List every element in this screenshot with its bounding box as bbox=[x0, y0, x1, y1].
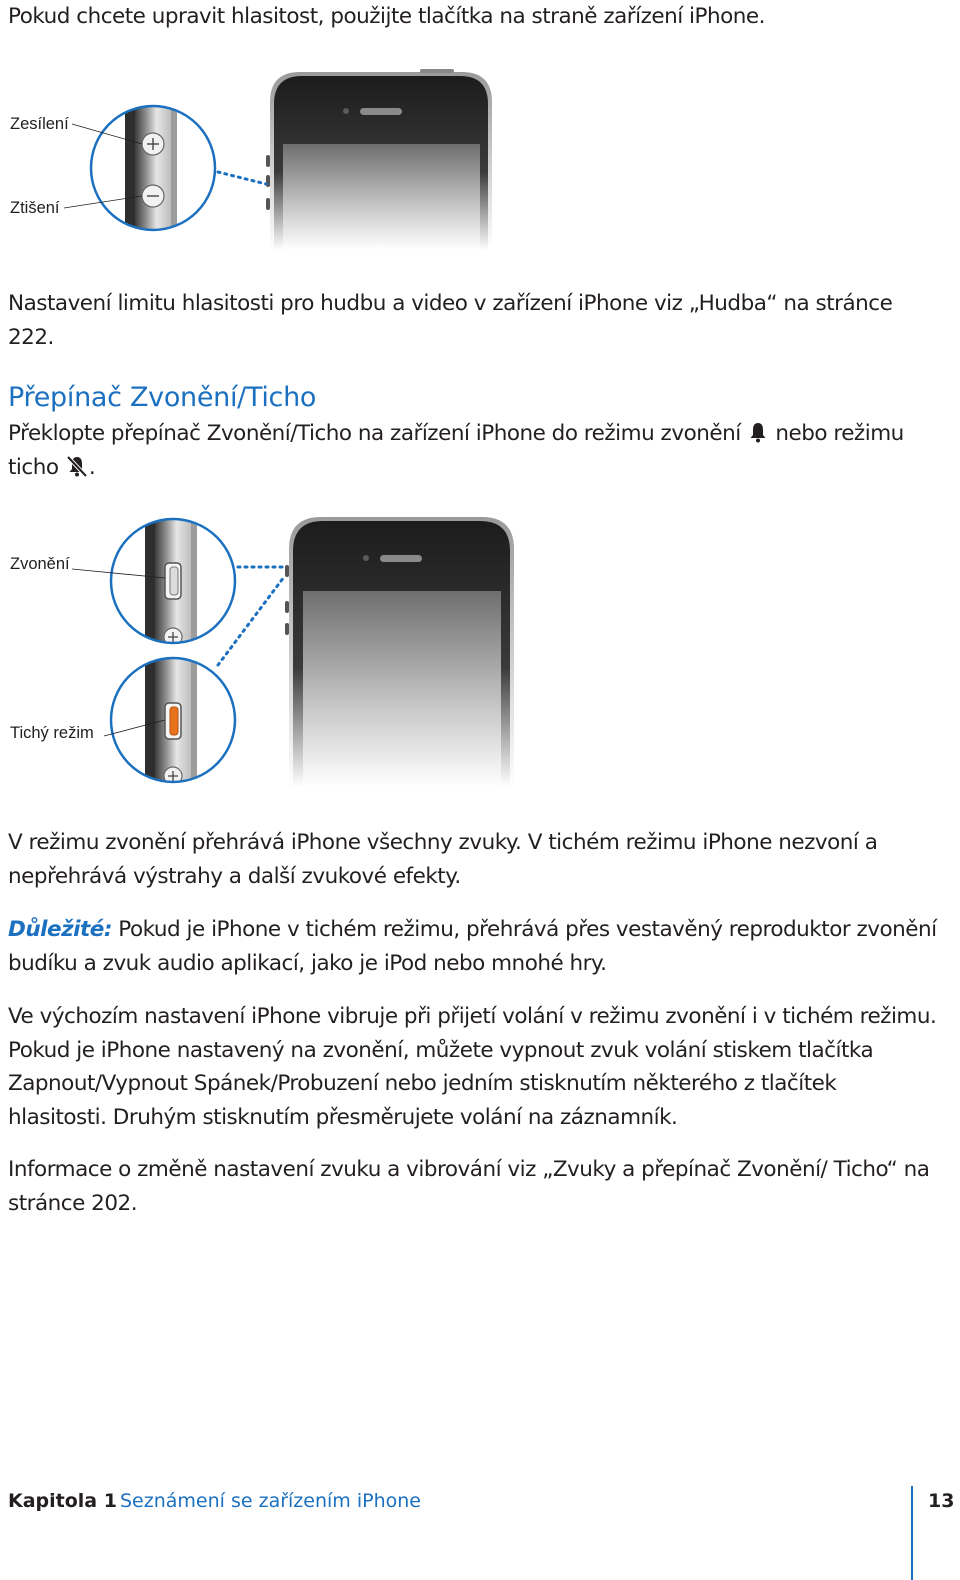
bell-muted-icon bbox=[65, 455, 89, 477]
bell-icon bbox=[747, 421, 769, 443]
volume-buttons-figure bbox=[0, 60, 520, 315]
volume-down-label: Ztišení bbox=[10, 199, 60, 217]
iphone-illustration-2 bbox=[285, 517, 514, 787]
volume-up-label: Zesílení bbox=[10, 115, 69, 133]
section-text-part: Překlopte přepínač Zvonění/Ticho na zařízení iPhone do režimu zvonění bbox=[8, 421, 748, 446]
ring-mode-text: V režimu zvonění přehrává iPhone všechny zvuky. V tichém režimu iPhone nezvoní a nepřehrává výstrahy a další zvukové efekty. bbox=[8, 830, 878, 889]
iphone-illustration-1 bbox=[266, 69, 492, 250]
ring-silent-figure bbox=[0, 505, 540, 795]
silent-mode-label: Tichý režim bbox=[10, 724, 94, 742]
minus-icon bbox=[142, 185, 164, 207]
important-text: Pokud je iPhone v tichém režimu, přehrává přes vestavěný reproduktor zvonění budíku a zvuk audio aplikací, jako je iPod nebo mnohé hry. bbox=[8, 917, 937, 976]
section-text bbox=[8, 417, 938, 484]
footer-chapter-title: Seznámení se zařízením iPhone bbox=[120, 1490, 421, 1512]
section-heading: Přepínač Zvonění/Ticho bbox=[8, 382, 317, 413]
volume-buttons-magnifier bbox=[91, 100, 215, 240]
section-text-part: . bbox=[88, 454, 96, 480]
ring-switch-magnifier bbox=[111, 515, 235, 655]
section-text-part: nebo režimu ticho bbox=[8, 421, 904, 480]
intro-text: Pokud chcete upravit hlasitost, použijte tlačítka na straně zařízení iPhone. bbox=[8, 4, 765, 29]
volume-limit-text: Nastavení limitu hlasitosti pro hudbu a video v zařízení iPhone viz „Hudba“ na stránce 222. bbox=[8, 291, 893, 350]
footer-chapter: Kapitola 1 bbox=[8, 1490, 117, 1512]
page-number: 13 bbox=[928, 1490, 955, 1512]
important-label: Důležité: bbox=[8, 917, 112, 942]
plus-icon bbox=[142, 133, 164, 155]
footer-divider bbox=[911, 1486, 913, 1580]
vibrate-text: Ve výchozím nastavení iPhone vibruje při přijetí volání v režimu zvonění i v tichém režimu. Pokud je iPhone nastavený na zvonění, můžete vypnout zvuk volání stiskem tlačítka Zapnout/Vypnout Spánek/Probuzení nebo jedním stisknutím některého z tlačítek hlasitosti. Druhým stisknutím přesměrujete volání na záznamník. bbox=[8, 1004, 937, 1130]
sound-settings-text: Informace o změně nastavení zvuku a vibrování viz „Zvuky a přepínač Zvonění/ Ticho“ na stránce 202. bbox=[8, 1157, 930, 1216]
important-note bbox=[8, 913, 938, 980]
silent-switch-magnifier bbox=[111, 655, 235, 795]
ring-mode-label: Zvonění bbox=[10, 555, 70, 573]
